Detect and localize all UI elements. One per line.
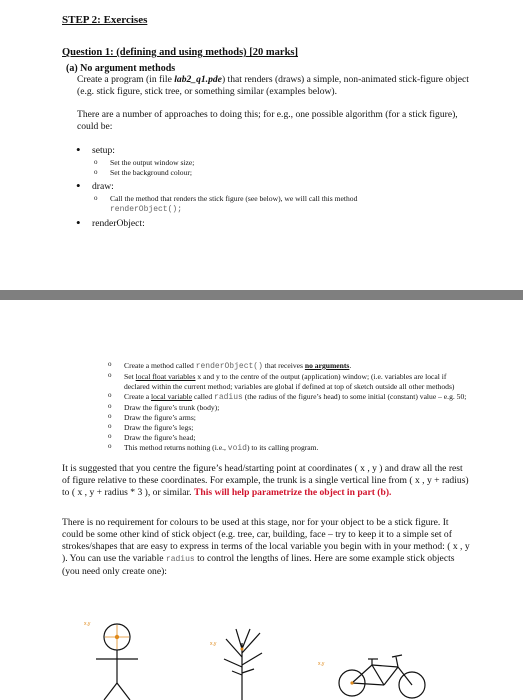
list-item: o Draw the figure’s trunk (body); xyxy=(108,403,468,413)
list-item: o Draw the figure’s head; xyxy=(108,433,468,443)
list-item: o This method returns nothing (i.e., void) to its calling program. xyxy=(108,443,468,454)
list-item: o Set local float variables x and y to the centre of the output (application) window; (i.e. variables are local if declared within the current method; variables are global if defined at top of sketch outside all other methods) xyxy=(108,372,468,391)
question-title: Question 1: (defining and using methods) [20 marks] xyxy=(62,47,298,58)
list-item: o Create a method called renderObject() that receives no arguments. xyxy=(108,361,468,372)
algorithm-list xyxy=(70,145,357,230)
bullet-setup: • setup: o Set the output window size; o Set the background colour; xyxy=(70,145,357,178)
xy-label: x,y xyxy=(84,621,91,627)
page-separator xyxy=(0,290,523,300)
example-figures xyxy=(0,605,523,700)
stick-figures-drawing xyxy=(0,605,523,700)
render-steps-list xyxy=(108,361,468,454)
part-a-heading: (a) No argument methods xyxy=(66,63,176,74)
xy-label: x,y xyxy=(210,641,217,647)
part-a-intro: Create a program (in file lab2_q1.pde) that renders (draws) a simple, non-animated stick-figure object (e.g. stick figure, stick tree, or something similar (examples below). xyxy=(77,74,469,97)
step-title: STEP 2: Exercises xyxy=(62,14,148,26)
xy-marker-tree xyxy=(241,648,244,651)
approach-text: There are a number of approaches to doing this; for e.g., one possible algorithm (for a stick figure), could be: xyxy=(77,109,458,132)
xy-marker-bicycle xyxy=(350,681,353,684)
list-item: o Set the background colour; xyxy=(92,168,357,178)
stick-bicycle xyxy=(339,655,425,698)
colours-paragraph: There is no requirement for colours to be used at this stage, nor for your object to be a stick figure. It could be some other kind of stick object (e.g. tree, car, building, face – try to keep it to a simple set of strokes/shapes that are easy to express in terms of the local variable you begin with in your method: ( x , y ). You can use the variable radius to control the lengths of lines. Here are some example stick objects (you need only create one): xyxy=(62,517,470,577)
xy-label: x,y xyxy=(318,661,325,667)
code-snippet: renderObject(); xyxy=(110,205,183,214)
suggestion-paragraph: It is suggested that you centre the figure’s head/starting point at coordinates ( x , y ) and draw all the rest of figure relative to these coordinates. For example, the trunk is a single vertical line from ( x , y + radius) to ( x , y + radius * 3 ), or similar. This will help parametrize the object in part (b). xyxy=(62,463,469,498)
list-item: o Draw the figure’s legs; xyxy=(108,423,468,433)
bullet-renderobject: • renderObject: xyxy=(70,218,357,230)
list-item: o Set the output window size; xyxy=(92,158,357,168)
stick-tree xyxy=(224,629,262,700)
list-item: o Call the method that renders the stick figure (see below), we will call this method renderObject(); xyxy=(92,194,357,215)
page-top xyxy=(0,0,523,288)
list-item: o Create a local variable called radius (the radius of the figure’s head) to some initial (constant) value – e.g. 50; xyxy=(108,392,468,403)
list-item: o Draw the figure’s arms; xyxy=(108,413,468,423)
xy-marker-person xyxy=(105,625,129,649)
highlight-note: This will help parametrize the object in part (b). xyxy=(193,487,392,498)
file-name: lab2_q1.pde xyxy=(174,74,222,85)
bullet-draw: • draw: o Call the method that renders the stick figure (see below), we will call this method renderObject(); xyxy=(70,181,357,215)
page-bottom xyxy=(0,300,523,700)
